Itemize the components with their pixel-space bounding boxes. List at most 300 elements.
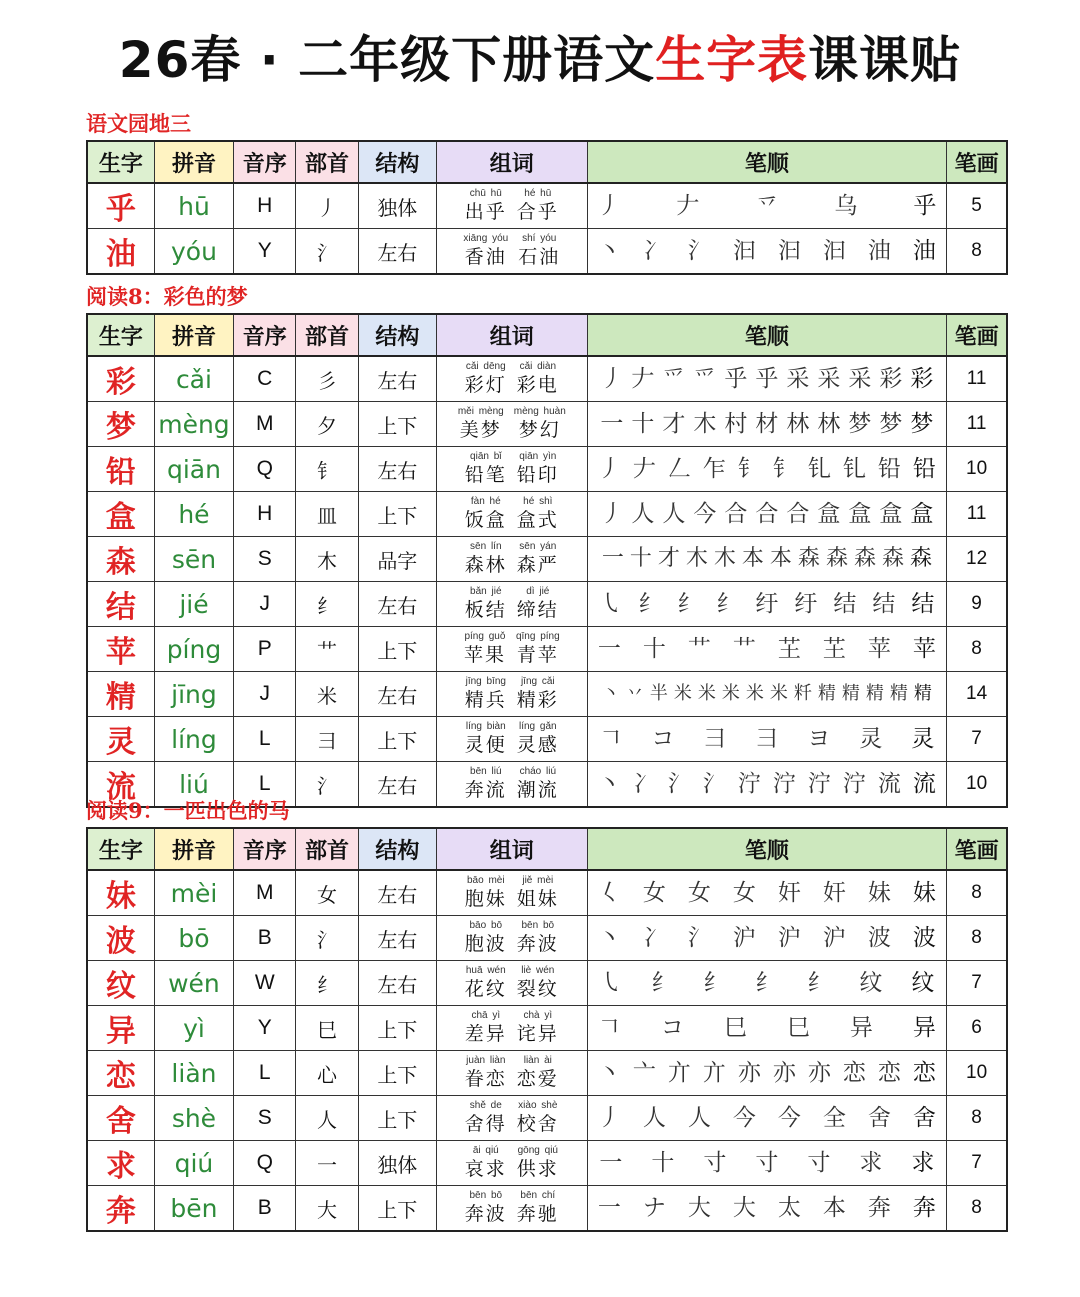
stroke-step: 彩 xyxy=(910,366,934,392)
word-pinyin: sēn yán xyxy=(519,541,557,552)
word-pinyin: bēn bō xyxy=(469,1190,503,1201)
words-cell xyxy=(436,582,587,627)
stroke-step: 泞 xyxy=(772,771,796,797)
phonetic-order-cell: H xyxy=(234,183,296,229)
stroke-step: 人 xyxy=(642,1105,666,1131)
stroke-step: 合 xyxy=(724,501,748,527)
stroke-step: 氵 xyxy=(702,771,726,797)
stroke-step: 本 xyxy=(822,1195,846,1221)
word-chinese: 铅笔 xyxy=(464,464,507,486)
words-cell xyxy=(436,1141,587,1186)
stroke-step: 求 xyxy=(911,1150,935,1176)
stroke-count-cell: 8 xyxy=(947,1186,1007,1232)
structure-cell: 独体 xyxy=(358,183,436,229)
stroke-step: 求 xyxy=(859,1150,883,1176)
stroke-step: 泞 xyxy=(807,771,831,797)
header-words: 组词 xyxy=(436,141,587,183)
stroke-step: 纹 xyxy=(911,970,935,996)
stroke-step: コ xyxy=(651,726,675,752)
table-row xyxy=(87,537,1007,582)
stroke-step: 米 xyxy=(721,683,740,704)
character-cell: 求 xyxy=(87,1141,154,1186)
phonetic-order-cell: L xyxy=(234,1051,296,1096)
word-pinyin: huā wén xyxy=(465,965,506,976)
words-cell xyxy=(436,916,587,961)
word-pinyin: bēn bō xyxy=(521,920,555,931)
word-pinyin: fàn hé xyxy=(470,496,501,507)
character-cell: 妹 xyxy=(87,870,154,916)
stroke-step: 森 xyxy=(909,546,932,571)
stroke-step: 泞 xyxy=(842,771,866,797)
stroke-step: 精 xyxy=(913,683,932,704)
stroke-step: 流 xyxy=(877,771,901,797)
word-chinese: 青苹 xyxy=(516,644,559,666)
structure-cell: 左右 xyxy=(358,762,436,808)
pinyin-cell: jīng xyxy=(154,672,233,717)
stroke-step: コ xyxy=(660,1015,684,1041)
word-chinese: 胞妹 xyxy=(464,888,507,910)
pinyin-cell: líng xyxy=(154,717,233,762)
word-chinese: 奔波 xyxy=(516,933,559,955)
character-cell: 恋 xyxy=(87,1051,154,1096)
stroke-count-cell: 6 xyxy=(947,1006,1007,1051)
stroke-step: 全 xyxy=(822,1105,846,1131)
stroke-step: 米 xyxy=(697,683,716,704)
stroke-order-cell xyxy=(587,356,947,402)
stroke-step: 巳 xyxy=(786,1015,810,1041)
stroke-step: 精 xyxy=(865,683,884,704)
stroke-step: 结 xyxy=(911,591,935,617)
stroke-step: 精 xyxy=(817,683,836,704)
word-chinese: 板结 xyxy=(464,599,507,621)
words-cell xyxy=(436,402,587,447)
structure-cell: 品字 xyxy=(358,537,436,582)
stroke-step: 爫 xyxy=(662,366,686,392)
word-pinyin: xiào shè xyxy=(518,1100,558,1111)
stroke-step: 森 xyxy=(825,546,848,571)
word-chinese: 胞波 xyxy=(464,933,507,955)
character-cell: 灵 xyxy=(87,717,154,762)
phonetic-order-cell: Y xyxy=(234,1006,296,1051)
character-cell: 流 xyxy=(87,762,154,808)
section-title: 语文园地三 xyxy=(86,111,191,136)
structure-cell: 上下 xyxy=(358,1006,436,1051)
stroke-step: 油 xyxy=(867,238,891,264)
stroke-step: 汩 xyxy=(822,238,846,264)
pinyin-cell: bō xyxy=(154,916,233,961)
stroke-step: 苹 xyxy=(867,636,891,662)
word-pinyin: āi qiú xyxy=(472,1145,499,1156)
stroke-count-cell: 9 xyxy=(947,582,1007,627)
stroke-step: 寸 xyxy=(755,1150,779,1176)
pinyin-cell: liàn xyxy=(154,1051,233,1096)
word-pinyin: líng gǎn xyxy=(519,721,557,732)
radical-cell: 大 xyxy=(296,1186,358,1232)
stroke-order-cell xyxy=(587,961,947,1006)
stroke-step: 盒 xyxy=(910,501,934,527)
stroke-step: 女 xyxy=(642,880,666,906)
header-words: 组词 xyxy=(436,314,587,356)
phonetic-order-cell: J xyxy=(234,672,296,717)
stroke-step: 材 xyxy=(755,411,779,437)
word-pinyin: chū hū xyxy=(469,188,502,199)
words-cell xyxy=(436,356,587,402)
stroke-step: 一 xyxy=(599,1150,623,1176)
word-chinese: 眷恋 xyxy=(464,1068,507,1090)
stroke-step: 艹 xyxy=(687,636,711,662)
stroke-step: 钅 xyxy=(737,456,761,482)
stroke-step: 芏 xyxy=(822,636,846,662)
phonetic-order-cell: S xyxy=(234,1096,296,1141)
stroke-step: 爫 xyxy=(693,366,717,392)
stroke-step: 人 xyxy=(662,501,686,527)
stroke-step: 丶 xyxy=(597,238,621,264)
header-strokes: 笔顺 xyxy=(587,828,947,870)
stroke-step: 才 xyxy=(657,546,680,571)
character-cell: 彩 xyxy=(87,356,154,402)
word-pinyin: jīng bīng xyxy=(465,676,506,687)
stroke-step: 舍 xyxy=(867,1105,891,1131)
radical-cell: 氵 xyxy=(296,762,358,808)
stroke-step: 合 xyxy=(755,501,779,527)
word-pinyin: liè wén xyxy=(521,965,555,976)
word-entry xyxy=(465,1100,507,1136)
stroke-step: 芏 xyxy=(777,636,801,662)
pinyin-cell: píng xyxy=(154,627,233,672)
stroke-step: 丶 xyxy=(597,1060,621,1086)
stroke-step: 亣 xyxy=(667,1060,691,1086)
stroke-order-cell xyxy=(587,1051,947,1096)
word-pinyin: píng guǒ xyxy=(464,631,506,642)
phonetic-order-cell: Q xyxy=(234,1141,296,1186)
stroke-step: 采 xyxy=(786,366,810,392)
stroke-step: 乎 xyxy=(724,366,748,392)
stroke-step: 奔 xyxy=(867,1195,891,1221)
stroke-step: 盒 xyxy=(848,501,872,527)
stroke-step: 泞 xyxy=(737,771,761,797)
radical-cell: 巳 xyxy=(296,1006,358,1051)
stroke-step: 冫 xyxy=(642,925,666,951)
word-chinese: 铅印 xyxy=(516,464,559,486)
stroke-order-cell xyxy=(587,229,947,275)
word-chinese: 盒式 xyxy=(516,509,559,531)
radical-cell: 彐 xyxy=(296,717,358,762)
word-entry xyxy=(517,361,559,397)
word-entry xyxy=(463,233,508,269)
section-title: 阅读9：一匹出色的马 xyxy=(86,798,290,823)
stroke-order-cell xyxy=(587,717,947,762)
stroke-step: 恋 xyxy=(912,1060,936,1086)
stroke-count-cell: 14 xyxy=(947,672,1007,717)
stroke-step: 𡿨 xyxy=(597,880,621,906)
header-structure: 结构 xyxy=(358,828,436,870)
stroke-step: ヨ xyxy=(807,726,831,752)
phonetic-order-cell: J xyxy=(234,582,296,627)
stroke-step: 林 xyxy=(817,411,841,437)
stroke-step: 氵 xyxy=(687,238,711,264)
stroke-order-cell xyxy=(587,447,947,492)
stroke-count-cell: 5 xyxy=(947,183,1007,229)
table-row xyxy=(87,870,1007,916)
word-chinese: 精兵 xyxy=(464,689,507,711)
stroke-step: 米 xyxy=(673,683,692,704)
stroke-count-cell: 7 xyxy=(947,1141,1007,1186)
header-strokes: 笔顺 xyxy=(587,314,947,356)
stroke-step: 村 xyxy=(724,411,748,437)
stroke-step: 妹 xyxy=(867,880,891,906)
stroke-step: 钅 xyxy=(772,456,796,482)
header-strokes: 笔顺 xyxy=(587,141,947,183)
structure-cell: 上下 xyxy=(358,492,436,537)
stroke-step: 沪 xyxy=(822,925,846,951)
stroke-step: 𠂇 xyxy=(632,456,656,482)
stroke-order-cell xyxy=(587,582,947,627)
word-pinyin: chà yì xyxy=(523,1010,553,1021)
word-entry xyxy=(516,631,560,667)
radical-cell: 纟 xyxy=(296,582,358,627)
word-entry xyxy=(465,920,507,956)
stroke-step: 亦 xyxy=(807,1060,831,1086)
word-entry xyxy=(465,766,507,802)
stroke-step: 亣 xyxy=(702,1060,726,1086)
stroke-order-cell xyxy=(587,672,947,717)
stroke-step: 人 xyxy=(687,1105,711,1131)
radical-cell: 彡 xyxy=(296,356,358,402)
word-pinyin: jīng cǎi xyxy=(520,676,555,687)
stroke-order-cell xyxy=(587,1186,947,1232)
stroke-step: 𠃍 xyxy=(597,1015,621,1041)
table-row xyxy=(87,672,1007,717)
stroke-step: 纟 xyxy=(755,970,779,996)
header-pinyin: 拼音 xyxy=(154,141,233,183)
words-cell xyxy=(436,447,587,492)
stroke-step: 艹 xyxy=(732,636,756,662)
word-chinese: 香油 xyxy=(464,246,507,268)
word-chinese: 姐妹 xyxy=(516,888,559,910)
words-cell xyxy=(436,717,587,762)
word-entry xyxy=(465,188,507,224)
phonetic-order-cell: C xyxy=(234,356,296,402)
word-chinese: 森林 xyxy=(464,554,507,576)
stroke-step: 丿 xyxy=(597,1105,621,1131)
radical-cell: 夕 xyxy=(296,402,358,447)
header-count: 笔画 xyxy=(947,828,1007,870)
word-chinese: 出乎 xyxy=(464,201,507,223)
stroke-step: 纟 xyxy=(677,591,701,617)
stroke-step: 精 xyxy=(889,683,908,704)
word-chinese: 彩灯 xyxy=(464,374,507,396)
word-chinese: 供求 xyxy=(516,1158,559,1180)
word-pinyin: juàn liàn xyxy=(466,1055,506,1066)
stroke-step: 梦 xyxy=(848,411,872,437)
header-order: 音序 xyxy=(234,141,296,183)
word-chinese: 石油 xyxy=(518,246,561,268)
character-table xyxy=(86,827,1008,1232)
stroke-order-cell xyxy=(587,402,947,447)
stroke-step: 大 xyxy=(732,1195,756,1221)
stroke-step: 亠 xyxy=(632,1060,656,1086)
word-entry xyxy=(458,406,504,442)
word-chinese: 饭盒 xyxy=(464,509,507,531)
stroke-step: 纡 xyxy=(755,591,779,617)
stroke-step: 丶 xyxy=(597,771,621,797)
stroke-step: 丿 xyxy=(597,456,621,482)
word-chinese: 奔波 xyxy=(464,1203,507,1225)
word-entry xyxy=(465,875,507,911)
character-cell: 苹 xyxy=(87,627,154,672)
word-entry xyxy=(517,1055,559,1091)
header-words: 组词 xyxy=(436,828,587,870)
structure-cell: 上下 xyxy=(358,627,436,672)
radical-cell: 一 xyxy=(296,1141,358,1186)
stroke-step: 钆 xyxy=(807,456,831,482)
pinyin-cell: qiú xyxy=(154,1141,233,1186)
radical-cell: 丿 xyxy=(296,183,358,229)
character-cell: 结 xyxy=(87,582,154,627)
stroke-step: 森 xyxy=(853,546,876,571)
stroke-step: ㇂ xyxy=(599,970,623,996)
stroke-count-cell: 10 xyxy=(947,1051,1007,1096)
stroke-step: 十 xyxy=(631,411,655,437)
table-row xyxy=(87,183,1007,229)
stroke-step: 丶 xyxy=(601,683,620,704)
pinyin-cell: qiān xyxy=(154,447,233,492)
phonetic-order-cell: P xyxy=(234,627,296,672)
stroke-step: 钆 xyxy=(842,456,866,482)
stroke-step: 纟 xyxy=(807,970,831,996)
words-cell xyxy=(436,537,587,582)
word-chinese: 灵便 xyxy=(464,734,507,756)
stroke-step: 一 xyxy=(601,546,624,571)
stroke-step: 寸 xyxy=(703,1150,727,1176)
stroke-order-cell xyxy=(587,870,947,916)
pinyin-cell: wén xyxy=(154,961,233,1006)
table-row xyxy=(87,447,1007,492)
stroke-step: 灵 xyxy=(859,726,883,752)
word-pinyin: cǎi dēng xyxy=(465,361,506,372)
phonetic-order-cell: L xyxy=(234,717,296,762)
stroke-count-cell: 11 xyxy=(947,402,1007,447)
stroke-step: 奸 xyxy=(777,880,801,906)
stroke-step: 十 xyxy=(642,636,666,662)
pinyin-cell: cǎi xyxy=(154,356,233,402)
word-entry xyxy=(465,1190,507,1226)
structure-cell: 左右 xyxy=(358,582,436,627)
word-entry xyxy=(514,406,566,442)
word-chinese: 合乎 xyxy=(516,201,559,223)
word-entry xyxy=(465,541,507,577)
header-order: 音序 xyxy=(234,828,296,870)
stroke-step: 十 xyxy=(629,546,652,571)
structure-cell: 左右 xyxy=(358,447,436,492)
radical-cell: 人 xyxy=(296,1096,358,1141)
page-title xyxy=(0,28,1080,92)
stroke-count-cell: 11 xyxy=(947,356,1007,402)
stroke-step: 一 xyxy=(597,1195,621,1221)
pinyin-cell: bēn xyxy=(154,1186,233,1232)
stroke-step: 𠂇 xyxy=(631,366,655,392)
stroke-order-cell xyxy=(587,537,947,582)
word-entry xyxy=(465,1055,507,1091)
word-entry xyxy=(517,541,559,577)
stroke-order-cell xyxy=(587,1006,947,1051)
stroke-step: 纟 xyxy=(638,591,662,617)
table-row xyxy=(87,1186,1007,1232)
stroke-step: 纡 xyxy=(794,591,818,617)
header-radical: 部首 xyxy=(296,141,358,183)
word-pinyin: qiān bǐ xyxy=(470,451,502,462)
word-entry xyxy=(464,631,506,667)
word-entry xyxy=(465,721,507,757)
stroke-step: 粁 xyxy=(793,683,812,704)
table-row xyxy=(87,1051,1007,1096)
word-pinyin: cǎi diàn xyxy=(519,361,557,372)
word-entry xyxy=(465,361,507,397)
title-highlight: 生字表 xyxy=(655,31,809,89)
character-table xyxy=(86,140,1008,275)
word-chinese: 裂纹 xyxy=(516,978,559,1000)
stroke-step: 异 xyxy=(912,1015,936,1041)
header-radical: 部首 xyxy=(296,828,358,870)
radical-cell: 女 xyxy=(296,870,358,916)
stroke-step: 林 xyxy=(786,411,810,437)
stroke-order-cell xyxy=(587,627,947,672)
words-cell xyxy=(436,870,587,916)
pinyin-cell: yóu xyxy=(154,229,233,275)
header-count: 笔画 xyxy=(947,314,1007,356)
word-pinyin: bǎn jié xyxy=(470,586,502,597)
stroke-step: 氵 xyxy=(667,771,691,797)
word-entry xyxy=(517,721,559,757)
stroke-step: 半 xyxy=(649,683,668,704)
stroke-order-cell xyxy=(587,1141,947,1186)
stroke-count-cell: 10 xyxy=(947,447,1007,492)
header-order: 音序 xyxy=(234,314,296,356)
word-entry xyxy=(517,1190,559,1226)
word-chinese: 灵感 xyxy=(516,734,559,756)
stroke-step: 汩 xyxy=(777,238,801,264)
radical-cell: 艹 xyxy=(296,627,358,672)
stroke-step: 冫 xyxy=(632,771,656,797)
stroke-step: 纟 xyxy=(716,591,740,617)
words-cell xyxy=(436,1051,587,1096)
stroke-step: 纹 xyxy=(859,970,883,996)
section-title: 阅读8：彩色的梦 xyxy=(86,284,248,309)
header-radical: 部首 xyxy=(296,314,358,356)
structure-cell: 上下 xyxy=(358,1096,436,1141)
stroke-step: 油 xyxy=(912,238,936,264)
stroke-step: 异 xyxy=(849,1015,873,1041)
stroke-step: 巳 xyxy=(723,1015,747,1041)
pinyin-cell: hū xyxy=(154,183,233,229)
title-prefix: 26春 · 二年级下册语文 xyxy=(118,31,656,89)
pinyin-cell: mèng xyxy=(154,402,233,447)
word-pinyin: shě de xyxy=(469,1100,502,1111)
stroke-step: 彩 xyxy=(879,366,903,392)
stroke-step: 奸 xyxy=(822,880,846,906)
pinyin-cell: liú xyxy=(154,762,233,808)
word-chinese: 潮流 xyxy=(516,779,559,801)
word-chinese: 彩电 xyxy=(516,374,559,396)
word-entry xyxy=(465,1145,507,1181)
title-suffix: 课课贴 xyxy=(808,31,962,89)
character-cell: 精 xyxy=(87,672,154,717)
stroke-step: 木 xyxy=(713,546,736,571)
word-chinese: 缔结 xyxy=(516,599,559,621)
radical-cell: 钅 xyxy=(296,447,358,492)
stroke-step: 纟 xyxy=(651,970,675,996)
word-chinese: 差异 xyxy=(464,1023,507,1045)
